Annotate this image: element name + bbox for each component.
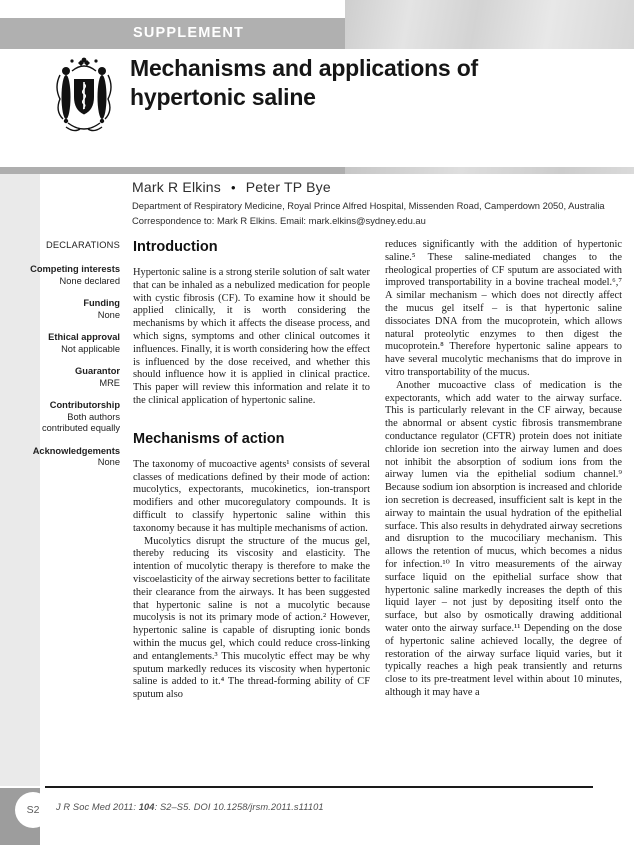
body-paragraph: Hypertonic saline is a strong sterile solution of salt water that can be inhaled as a nebulized medication for people with cystic fibrosis (CF). To examine how it should be applied clinically, it is worth considering the mechanisms by which it affects the disease process, and which signs, symptoms and other clinical outcomes it influences. Finally, it is worth considering how the effect is influenced by the dose received, and whether this should influence how it is applied in clinical practice. This paper will review this information and relate it to the clinical application of hypertonic saline. [133, 267, 370, 406]
page-number-circle [15, 792, 51, 828]
declaration-label: Guarantor [75, 366, 120, 376]
author-name: Peter TP Bye [245, 179, 331, 195]
declaration-label: Funding [83, 298, 120, 308]
affiliation-line: Department of Respiratory Medicine, Royal Prince Alfred Hospital, Missenden Road, Camperdown 2050, Australia [132, 200, 605, 211]
declaration-item [20, 366, 120, 389]
declaration-label: Contributorship [49, 400, 120, 410]
author-separator-dot: • [230, 180, 236, 195]
declarations-sidebar [20, 240, 120, 480]
declaration-item [20, 264, 120, 287]
author-name: Mark R Elkins [132, 179, 221, 195]
article-column-left [133, 239, 370, 702]
section-heading: Introduction [133, 239, 218, 255]
header-right-panel [345, 0, 634, 49]
declaration-label: Ethical approval [48, 332, 120, 342]
body-paragraph: reduces significantly with the addition of hypertonic saline.⁵ These saline-mediated changes to the rheological properties of CF sputum are associated with improved transportability in a bovine tracheal model.⁶,⁷ A similar mechanism – which does not directly affect the mucus gel itself – is that hypertonic saline dissociates DNA from the mucoprotein, which allows natural proteolytic enzymes to then digest the mucoprotein.⁸ Therefore hypertonic saline appears to have several mucolytic mechanisms that do improve in vitro transportability of the mucus. [385, 239, 622, 378]
declaration-value: None [97, 309, 120, 320]
divider-band-right [345, 167, 634, 174]
declaration-value: None [97, 457, 120, 467]
body-paragraph: Mucolytics disrupt the structure of the mucus gel, thereby reducing its viscosity and elasticity. The intention of mucolytic therapy is therefore to make the viscoelasticity of the airway secretions better to facilitate their clearance from the airways. It has been suggested that hypertonic saline is not a mucolytic because mucolysis is not its primary mode of action.² However, hypertonic saline is capable of disrupting ionic bonds within the mucus gel, which could reduce cross-linking and entanglements.³ This mucolytic effect may be why sputum markedly reduces its viscosity when hypertonic saline is added to it.⁴ The thread-forming ability of CF sputum also [133, 535, 370, 701]
declaration-value: None declared [59, 275, 120, 286]
author-line [132, 179, 331, 195]
supplement-banner [0, 18, 345, 49]
divider-band-left [0, 167, 345, 174]
declaration-value: Not applicable [61, 343, 120, 354]
declaration-item [20, 400, 120, 435]
citation-prefix: J R Soc Med 2011: [56, 802, 139, 812]
declarations-heading: DECLARATIONS [45, 240, 120, 250]
citation-suffix: : S2–S5. DOI 10.1258/jrsm.2011.s11101 [154, 802, 324, 812]
declaration-item [20, 446, 120, 469]
journal-citation [56, 802, 324, 812]
article-column-right [385, 239, 622, 700]
declaration-value: Both authors contributed equally [41, 411, 120, 433]
rsm-crest-icon [51, 55, 117, 139]
citation-volume: 104 [138, 802, 155, 812]
body-paragraph: Another mucoactive class of medication is the expectorants, which add water to the airway surface. This is particularly relevant in the CF airway, because the abnormal or absent cystic fibrosis transmembrane conductance regulator (CFTR) protein does not initiate chloride ion secretion into the airway lumen and does not inhibit the absorption of sodium ions from the airway lumen via the epithelial sodium channel.⁹ Because sodium ion absorption is increased and chloride ion secretion is decreased, insufficient salt is kept in the airway to maintain the usual hydration of the epithelial surface. This also results in dehydrated airway secretions and disruption to the mucociliary mechanism. This allows the retention of mucus, which becomes a nidus for infection.¹⁰ In vitro measurements of the airway surface liquid on the epithelial surface show that hypertonic saline markedly increases the depth of this liquid layer – not just by depositing itself onto the surface, but also by osmotically drawing additional water onto the airway surface.¹¹ Depending on the dose of hypertonic saline achieved locally, the degree of restoration of the airway surface liquid varies, but it typically reaches a high peak transiently and returns close to its pre-treatment level within about 10 minutes, although it may have a [385, 379, 622, 698]
declaration-label: Acknowledgements [32, 445, 120, 456]
declaration-label: Competing interests [30, 264, 120, 274]
body-paragraph: The taxonomy of mucoactive agents¹ consists of several classes of medications defined by their mode of action: mucolytics, expectorants, mucokinetics, ion-transport modifiers and other mucoregulatory compounds. It is difficult to classify hypertonic saline within this taxonomy because it has multiple mechanisms of action. [133, 458, 370, 534]
footer-rule [45, 786, 593, 788]
article-title: Mechanisms and applications of hypertonic saline [130, 55, 479, 110]
page-number: S2 [26, 804, 40, 816]
declaration-value: MRE [99, 377, 120, 388]
section-heading: Mechanisms of action [133, 430, 285, 447]
byline-details [132, 199, 612, 228]
supplement-banner-label: SUPPLEMENT [133, 25, 245, 41]
declaration-item [20, 332, 120, 355]
declaration-item [20, 298, 120, 321]
correspondence-line: Correspondence to: Mark R Elkins. Email: mark.elkins@sydney.edu.au [132, 214, 426, 226]
